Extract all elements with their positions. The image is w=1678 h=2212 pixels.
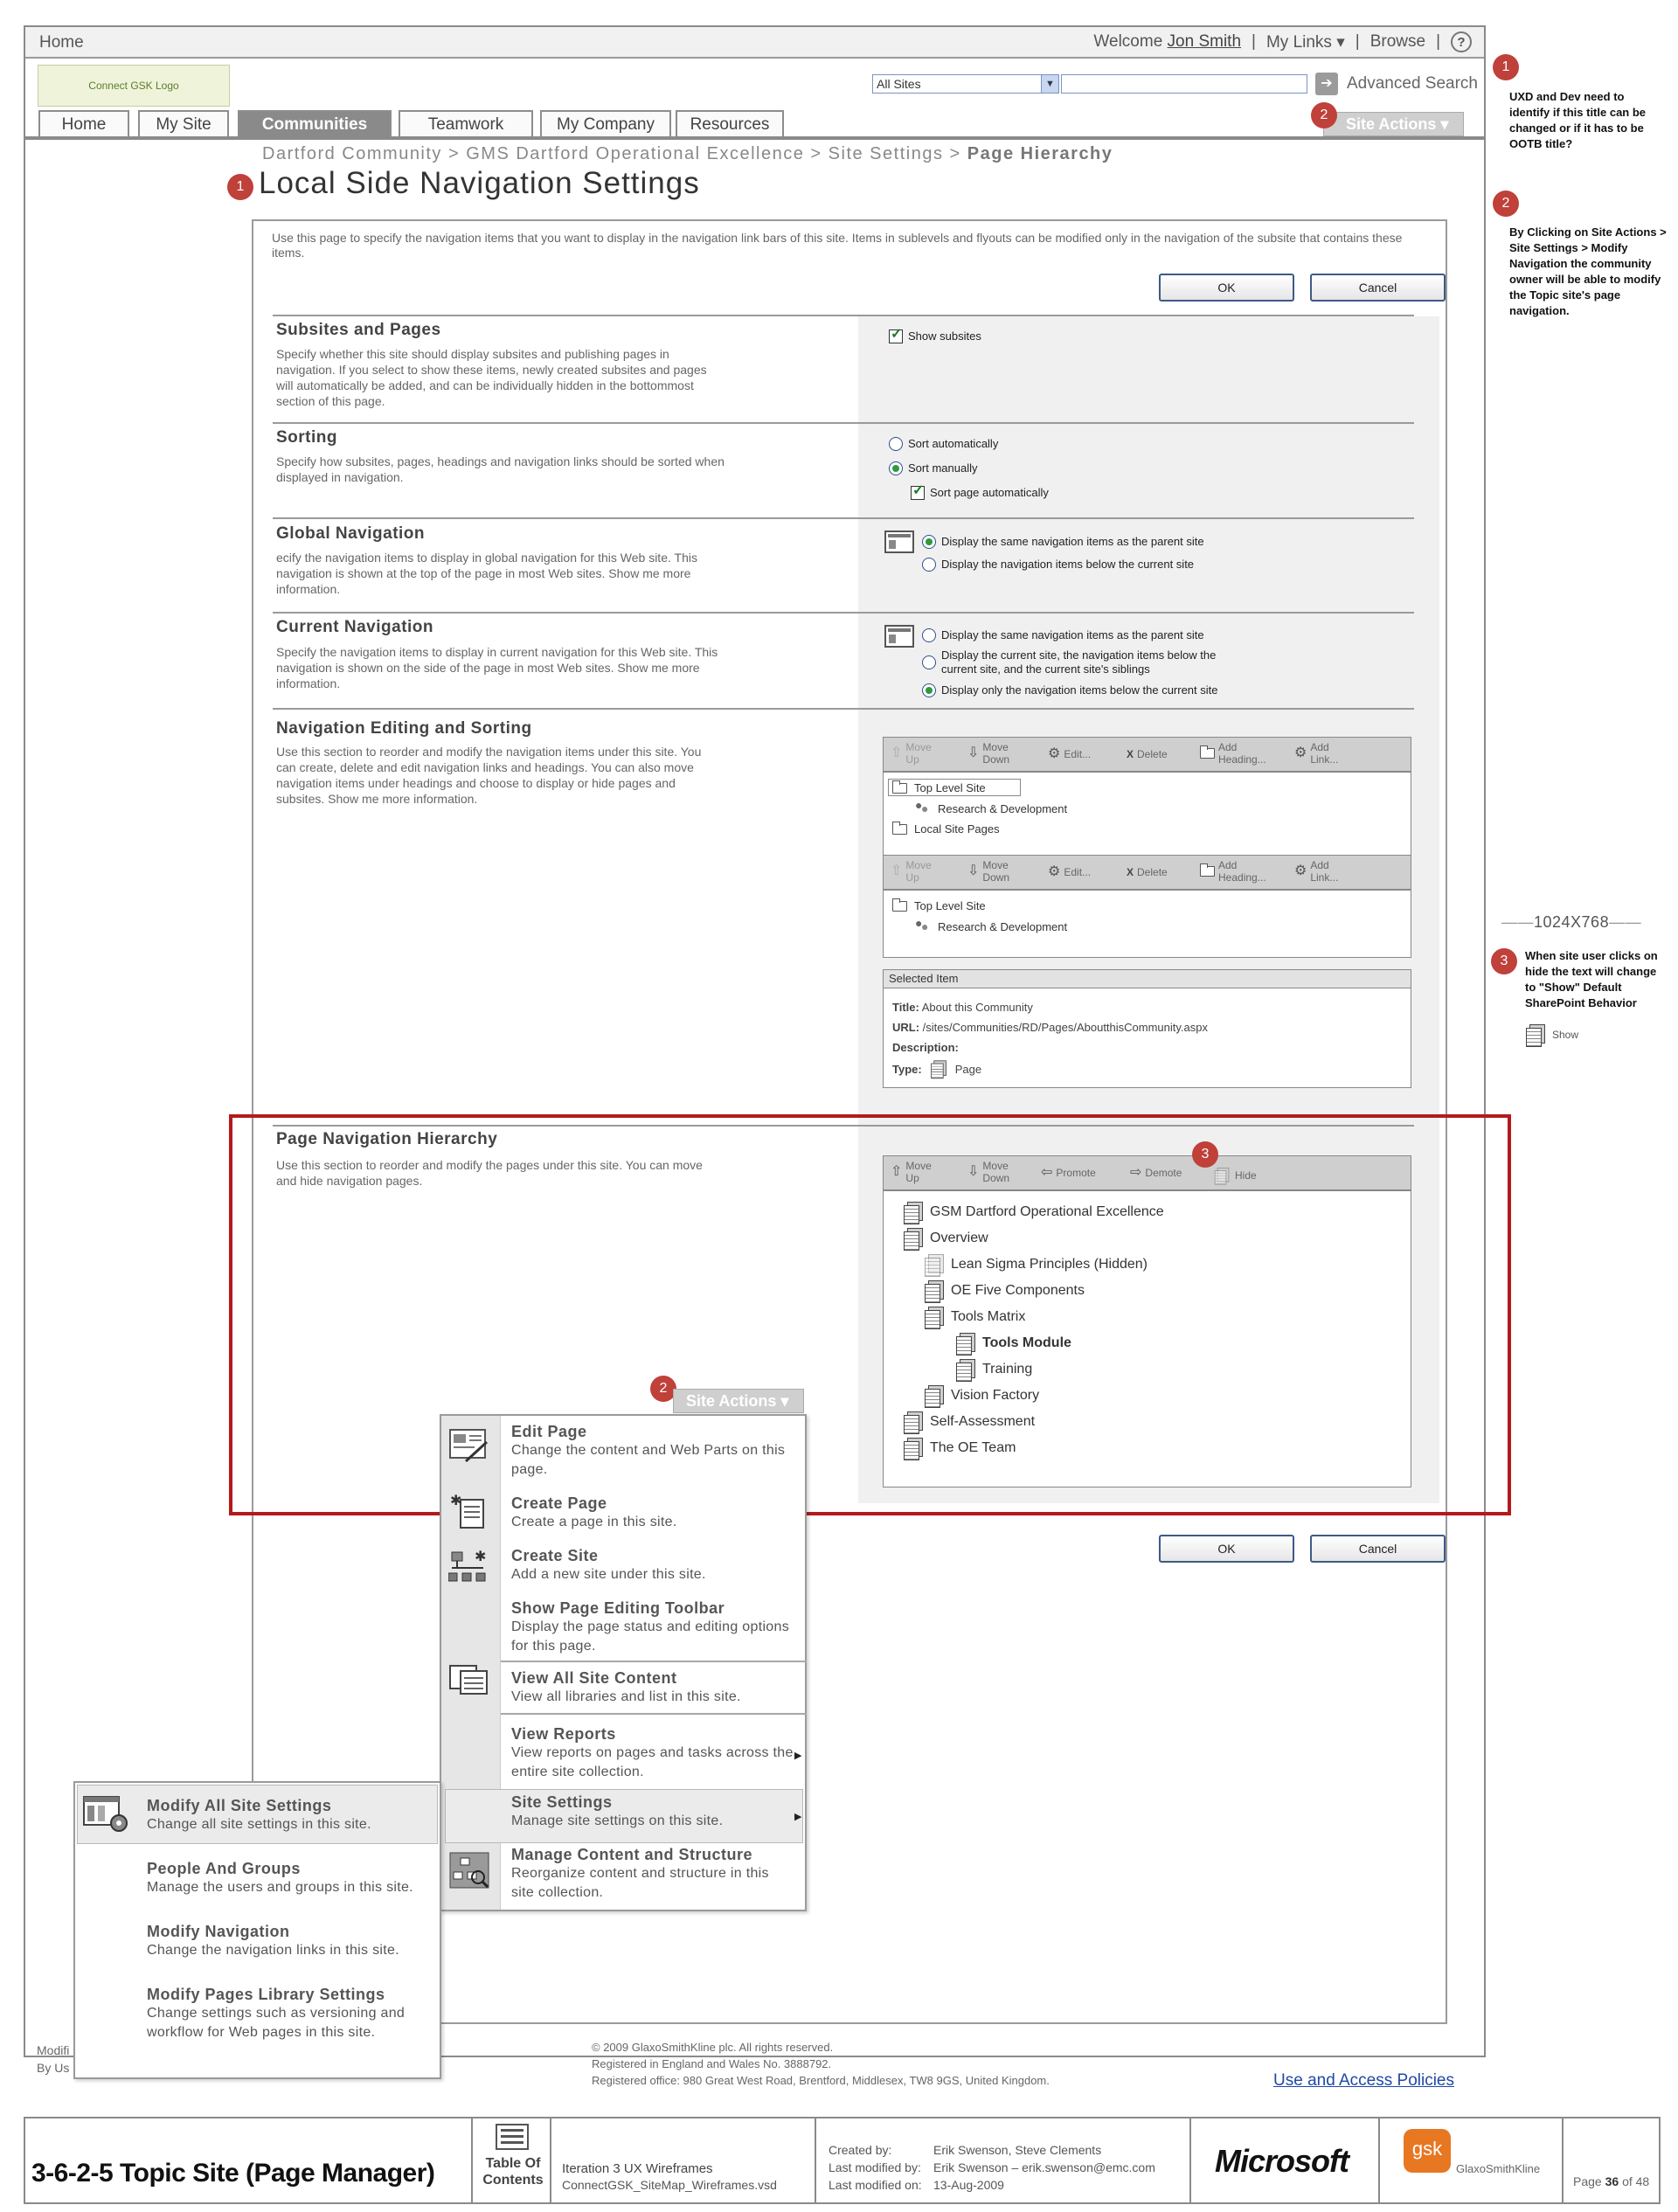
annotation-badge-3: 3 [1491,948,1517,974]
section-divider [273,708,1414,710]
welcome-label: Welcome Jon Smith [1093,32,1242,51]
my-links-menu[interactable]: My Links ▾ [1265,32,1345,52]
arrow-down-icon: ⇩ [967,745,980,760]
annotation-badge-1: 1 [227,174,253,200]
create-site-icon [448,1547,490,1585]
menu-create-site[interactable]: Create Site Add a new site under this site. [511,1547,706,1582]
arrow-down-icon: ⇩ [967,863,980,878]
submenu-modify-all-settings[interactable]: Modify All Site Settings Change all site settings in this site. [147,1797,371,1832]
table-of-contents-icon [496,2124,529,2150]
tree-node[interactable]: Top Level Site [892,781,986,794]
search-input[interactable] [1061,74,1307,94]
tree-node[interactable]: Top Level Site [892,899,986,912]
current-nav-desc: Specify the navigation items to display in current navigation for this Web site. This navigation is shown on the side of the page in most Web sites. Show me more information. [276,645,718,690]
nav-divider [25,136,1484,140]
page-number: Page 36 of 48 [1573,2174,1650,2188]
current-below-only-radio[interactable]: Display only the navigation items below the current site [922,683,1218,697]
breadcrumb-item[interactable]: Site Settings [828,144,944,163]
breadcrumb-item[interactable]: GMS Dartford Operational Excellence [466,144,805,163]
submenu-modify-navigation[interactable]: Modify Navigation Change the navigation links in this site. [147,1923,399,1958]
annotation-3-text: When site user clicks on hide the text will change to "Show" Default SharePoint Behavior [1525,949,1658,1009]
cancel-button[interactable]: Cancel [1310,274,1446,302]
svg-text:✱: ✱ [450,1494,462,1508]
edit-button[interactable]: ⚙ Edit... [1048,864,1092,879]
annotation-1-text: UXD and Dev need to identify if this title can be changed or if it has to be OOTB title? [1509,90,1647,150]
revision-values: Erik Swenson, Steve Clements Erik Swenson – erik.swenson@emc.com 13-Aug-2009 [933,2143,1155,2192]
hierarchy-item[interactable]: Lean Sigma Principles (Hidden) [925,1254,1148,1275]
cancel-button-bottom[interactable]: Cancel [1310,1535,1446,1563]
separator: | [1252,32,1256,51]
move-down-button[interactable]: ⇩ Move Down [967,859,1010,884]
annotation-2-text: By Clicking on Site Actions > Site Settings > Modify Navigation the community owner will be able to modify the Topic site's page navigation. [1509,225,1667,317]
add-link-button[interactable]: ⚙ Add Link... [1294,741,1339,766]
site-settings-icon [82,1793,131,1835]
annotation-badge-2: 2 [1493,191,1519,217]
site-actions-button[interactable]: Site Actions ▾ [673,1389,804,1413]
advanced-search-link[interactable]: Advanced Search [1347,74,1478,93]
edit-icon: ⚙ [1048,864,1061,879]
separator: | [1436,32,1440,51]
add-link-button[interactable]: ⚙ Add Link... [1294,859,1339,884]
subsites-desc: Specify whether this site should display subsites and publishing pages in navigation. If you select to show these items, newly created subsites and pages will automatically be added, and can be individually hidden in the bottommost section of this page. [276,347,707,408]
nav-edit-toolbar [883,737,1411,772]
radio-selected-icon [922,535,936,549]
sort-page-auto-checkbox[interactable]: ✓ Sort page automatically [911,486,1049,500]
page-hierarchy-desc: Use this section to reorder and modify the pages under this site. You can move and hide navigation pages. [276,1158,703,1188]
ok-button-bottom[interactable]: OK [1159,1535,1294,1563]
add-heading-button[interactable]: Add Heading... [1200,741,1272,766]
tab-resources[interactable]: Resources [676,110,784,138]
user-name-link[interactable]: Jon Smith [1167,32,1242,51]
checkbox-checked-icon [911,486,925,500]
delete-button[interactable]: X Delete [1127,866,1168,878]
menu-view-all-content[interactable]: View All Site Content View all libraries and list in this site. [511,1669,741,1704]
edit-icon: ⚙ [1048,746,1061,761]
sorting-title: Sorting [276,428,337,447]
add-heading-button[interactable]: Add Heading... [1200,859,1272,884]
selected-item-panel [883,988,1411,1088]
manage-structure-icon [448,1851,490,1890]
site-logo[interactable]: Connect GSK Logo [38,65,230,107]
folder-icon [892,901,907,912]
tab-home[interactable]: Home [38,110,129,138]
edit-button[interactable]: ⚙ Edit... [1048,746,1092,761]
table-of-contents-link[interactable]: Table Of Contents [482,2156,544,2188]
section-divider [273,315,1414,316]
checkbox-checked-icon [889,329,903,343]
selected-item-header: Selected Item [883,969,1411,988]
intro-text: Use this page to specify the navigation items that you want to display in the navigation link bars of this site. Items in sublevels and flyouts can be modified only in the navigation of the subsite that contains these items. [272,231,1403,260]
link-icon: ⚙ [1294,863,1307,878]
site-actions-button[interactable]: Site Actions ▾ [1323,112,1464,136]
gsk-logo: gsk [1404,2129,1451,2173]
delete-icon: X [1127,866,1134,878]
submenu-modify-pages-library[interactable]: Modify Pages Library Settings Change settings such as versioning and workflow for Web pages in this site. [147,1986,406,2040]
subsites-title: Subsites and Pages [276,321,441,339]
arrow-up-icon: ⇧ [891,745,903,760]
menu-edit-page[interactable]: Edit Page Change the content and Web Parts on this page. [511,1423,786,1477]
tree-node[interactable]: ● ● Research & Development [915,919,1067,934]
radio-icon [922,558,936,572]
selected-desc-row: Description: [892,1041,959,1054]
edit-page-icon [448,1426,490,1465]
section-divider [273,517,1414,519]
microsoft-logo: Microsoft [1215,2143,1349,2179]
nav-tree-global [883,772,1411,856]
menu-create-page[interactable]: Create Page Create a page in this site. [511,1494,677,1529]
tab-communities[interactable]: Communities [238,110,392,138]
browse-link[interactable]: Browse [1369,32,1426,51]
sort-automatically-radio[interactable]: Sort automatically [889,437,998,451]
global-same-as-parent-radio[interactable]: Display the same navigation items as the parent site [922,535,1204,549]
page-icon [931,1060,946,1077]
folder-icon [1200,748,1215,759]
site-settings-submenu [73,1781,441,2079]
hierarchy-item[interactable]: GSM Dartford Operational Excellence [904,1202,1164,1223]
folder-icon [1200,866,1215,877]
arrow-up-icon: ⇧ [891,863,903,878]
nav-editing-title: Navigation Editing and Sorting [276,719,532,738]
arrow-left-icon: ⇦ [1041,1165,1053,1180]
revision-labels: Created by: Last modified by: Last modified on: [829,2143,922,2192]
move-down-button[interactable]: ⇩ Move Down [967,741,1010,766]
radio-selected-icon [922,683,936,697]
move-up-button[interactable]: ⇧ Move Up [891,859,932,884]
hierarchy-item-selected[interactable]: Tools Module [956,1333,1071,1354]
current-siblings-radio[interactable]: Display the current site, the navigation items below the current site, and the current site's siblings [922,648,1219,676]
tree-node[interactable]: Local Site Pages [892,822,1000,836]
radio-icon [922,628,936,642]
section-divider [273,422,1414,424]
ok-button[interactable]: OK [1159,274,1294,302]
home-link[interactable]: Home [39,33,84,52]
top-bar [25,27,1484,59]
promote-button[interactable]: ⇦ Promote [1041,1165,1096,1180]
tab-teamwork[interactable]: Teamwork [399,110,533,138]
arrow-up-icon: ⇧ [891,1164,903,1179]
iteration-info: Iteration 3 UX Wireframes ConnectGSK_SiteMap_Wireframes.vsd [562,2161,777,2192]
nav-edit-toolbar-current [883,855,1411,890]
arrow-right-icon: ⇨ [1130,1165,1142,1180]
page-icon [1526,1024,1545,1045]
arrow-down-icon: ⇩ [967,1164,980,1179]
annotation-badge-2: 2 [1311,102,1337,128]
section-divider [273,612,1414,614]
selected-type-row: Type: Page [892,1058,981,1079]
hide-button[interactable]: Hide [1212,1165,1257,1186]
chevron-down-icon: ▾ [1440,115,1449,133]
annotation-badge-3: 3 [1192,1141,1218,1168]
sorting-desc: Specify how subsites, pages, headings and navigation links should be sorted when displayed in navigation. [276,454,725,484]
site-icon [915,801,931,816]
menu-view-reports[interactable]: View Reports View reports on pages and tasks across the entire site collection. [511,1725,794,1779]
sort-manually-radio[interactable]: Sort manually [889,461,977,475]
footer-copyright: © 2009 GlaxoSmithKline plc. All rights reserved. Registered in England and Wales No. 3888792. Registered office: 980 Great West Road, Brentford, Middlesex, TW8 9GS, United Kingdom. [592,2041,1050,2087]
move-down-button[interactable]: ⇩ Move Down [967,1160,1010,1184]
current-nav-title: Current Navigation [276,618,434,636]
menu-divider [501,1713,807,1715]
create-page-icon [448,1493,490,1531]
tab-my-site[interactable]: My Site [138,110,229,138]
footer-modified: Modifi By Us [37,2043,70,2075]
nav-editing-desc: Use this section to reorder and modify the navigation items under this site. You can create, delete and edit navigation links and headings. You can also move navigation items under headings and choose to display or hide pages and subsites. Show me more information. [276,745,702,806]
hierarchy-item[interactable]: Vision Factory [925,1385,1039,1406]
site-actions-menu [440,1414,807,1911]
view-content-icon [448,1659,490,1697]
svg-text:✱: ✱ [475,1550,487,1564]
folder-icon [892,783,907,794]
show-subsites-checkbox[interactable]: ✓ Show subsites [889,329,981,343]
tree-node[interactable]: ● ● Research & Development [915,801,1067,816]
document-title: 3-6-2-5 Topic Site (Page Manager) [31,2159,435,2188]
annotation-badge-2: 2 [650,1376,676,1402]
radio-icon [889,437,903,451]
annotation-badge-1: 1 [1493,54,1519,80]
global-below-current-radio[interactable]: Display the navigation items below the current site [922,558,1194,572]
highlight-box [229,1114,1511,1515]
submenu-arrow-icon: ▶ [794,1812,802,1822]
breadcrumb-current: Page Hierarchy [967,144,1113,163]
show-example: Show [1526,1024,1578,1045]
link-icon: ⚙ [1294,745,1307,760]
chevron-down-icon: ▾ [1336,32,1345,52]
gsk-name: GlaxoSmithKline [1456,2162,1541,2175]
menu-manage-content[interactable]: Manage Content and Structure Reorganize content and structure in this site collection. [511,1846,769,1900]
radio-icon [922,655,936,669]
delete-icon: X [1127,748,1134,760]
page-title: Local Side Navigation Settings [259,166,700,200]
hierarchy-item[interactable]: Overview [904,1228,988,1249]
site-icon [915,919,931,934]
hierarchy-item[interactable]: Self-Assessment [904,1411,1035,1432]
separator: | [1355,32,1360,51]
hierarchy-item[interactable]: Tools Matrix [925,1307,1025,1328]
folder-icon [892,824,907,835]
global-nav-title: Global Navigation [276,524,426,543]
current-same-as-parent-radio[interactable]: Display the same navigation items as the parent site [922,628,1204,642]
chevron-down-icon: ▾ [780,1392,789,1410]
breadcrumb: Dartford Community > GMS Dartford Operational Excellence > Site Settings > Page Hierarchy [262,144,1113,163]
tab-my-company[interactable]: My Company [540,110,671,138]
selected-title-row: Title: About this Community [892,1001,1033,1014]
hierarchy-item[interactable]: The OE Team [904,1438,1016,1459]
navigation-layout-icon [884,530,914,553]
hierarchy-item[interactable]: Training [956,1359,1032,1380]
submenu-people-groups[interactable]: People And Groups Manage the users and groups in this site. [147,1860,413,1895]
radio-selected-icon [889,461,903,475]
navigation-layout-icon [884,625,914,648]
page-hierarchy-title: Page Navigation Hierarchy [276,1130,498,1148]
menu-divider [501,1661,807,1662]
breadcrumb-item[interactable]: Dartford Community [262,144,442,163]
global-nav-desc: ecify the navigation items to display in global navigation for this Web site. This navigation is shown at the top of the page in most Web sites. Show me more information. [276,551,697,596]
search-go-icon[interactable]: ➔ [1315,73,1338,95]
delete-button[interactable]: X Delete [1127,748,1168,760]
demote-button[interactable]: ⇨ Demote [1130,1165,1182,1180]
hierarchy-item[interactable]: OE Five Components [925,1280,1085,1301]
move-up-button[interactable]: ⇧ Move Up [891,741,932,766]
submenu-arrow-icon: ▶ [794,1751,802,1761]
move-up-button[interactable]: ⇧ Move Up [891,1160,932,1184]
resolution-marker: ——1024X768—— [1501,913,1642,931]
help-icon[interactable]: ? [1451,31,1472,52]
use-policies-link[interactable]: Use and Access Policies [1273,2071,1454,2090]
selected-url-row: URL: /sites/Communities/RD/Pages/AboutthisCommunity.aspx [892,1021,1208,1034]
nav-tree-current [883,890,1411,958]
menu-site-settings[interactable]: Site Settings Manage site settings on this site. [511,1793,724,1828]
menu-show-editing-toolbar[interactable]: Show Page Editing Toolbar Display the page status and editing options for this page. [511,1599,789,1654]
chevron-down-icon: ▼ [1041,75,1058,93]
search-scope-select[interactable]: All Sites ▼ [872,74,1059,94]
